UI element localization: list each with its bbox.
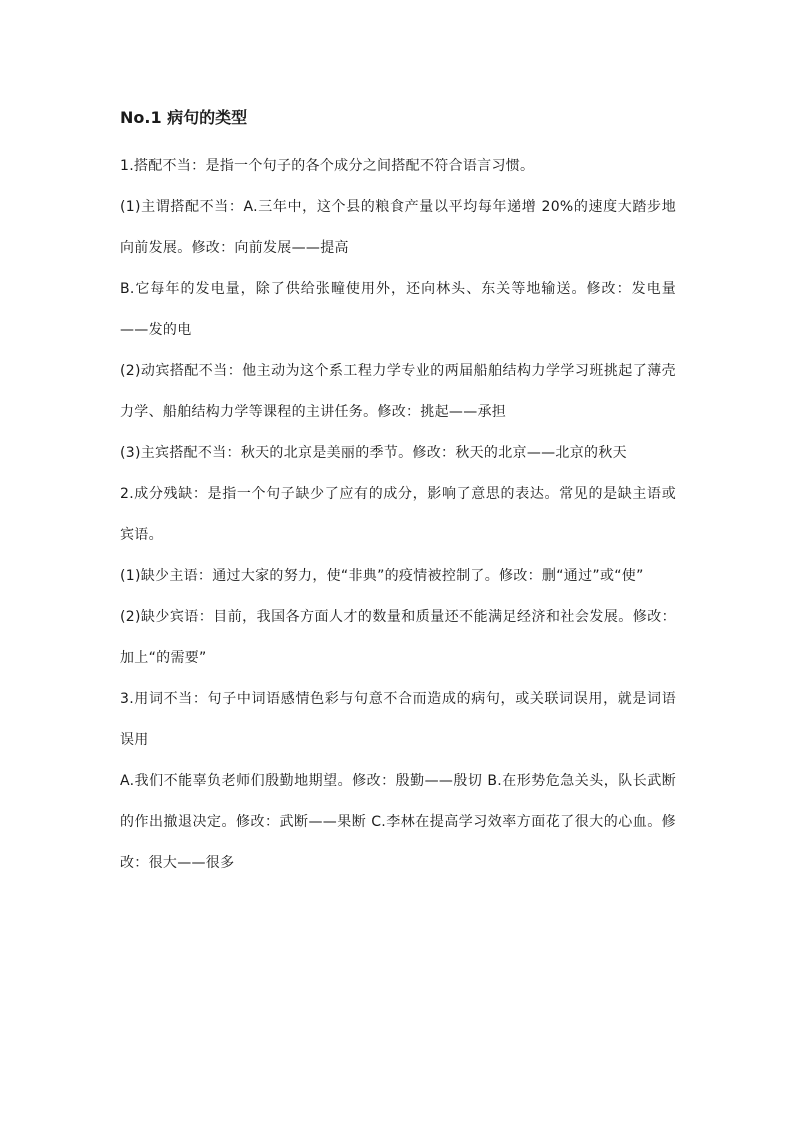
paragraph-missing-subject: (1)缺少主语：通过大家的努力，使“非典”的疫情被控制了。修改：删“通过”或“使” xyxy=(120,568,644,584)
paragraph-subject-predicate: (1)主谓搭配不当：A.三年中，这个县的粮食产量以平均每年递增 20%的速度大踏步地向前发展。修改：向前发展——提高 xyxy=(120,199,676,256)
paragraph-word-misuse-examples: A.我们不能辜负老师们殷勤地期望。修改：殷勤——殷切 B.在形势危急关头，队长武断的作出撤退决定。修改：武断——果断 C.李林在提高学习效率方面花了很大的心血。修改：很大——很多 xyxy=(120,773,676,871)
paragraph-word-misuse: 3.用词不当：句子中词语感情色彩与句意不合而造成的病句，或关联词误用，就是词语误用 xyxy=(120,691,676,748)
paragraph-example-b: B.它每年的发电量，除了供给张疃使用外，还向林头、东关等地输送。修改：发电量——发的电 xyxy=(120,281,676,338)
paragraph-subject-object: (3)主宾搭配不当：秋天的北京是美丽的季节。修改：秋天的北京——北京的秋天 xyxy=(120,445,627,461)
page-title: No.1 病句的类型 xyxy=(120,108,248,127)
document-body xyxy=(120,106,676,884)
paragraph-verb-object: (2)动宾搭配不当：他主动为这个系工程力学专业的两届船舶结构力学学习班挑起了薄壳力学、船舶结构力学等课程的主讲任务。修改：挑起——承担 xyxy=(120,363,676,420)
paragraph-missing-object: (2)缺少宾语：目前，我国各方面人才的数量和质量还不能满足经济和社会发展。修改：加上“的需要” xyxy=(120,609,676,666)
paragraph-collocation-error: 1.搭配不当：是指一个句子的各个成分之间搭配不符合语言习惯。 xyxy=(120,158,535,174)
paragraph-missing-component: 2.成分残缺：是指一个句子缺少了应有的成分，影响了意思的表达。常见的是缺主语或宾语。 xyxy=(120,486,676,543)
